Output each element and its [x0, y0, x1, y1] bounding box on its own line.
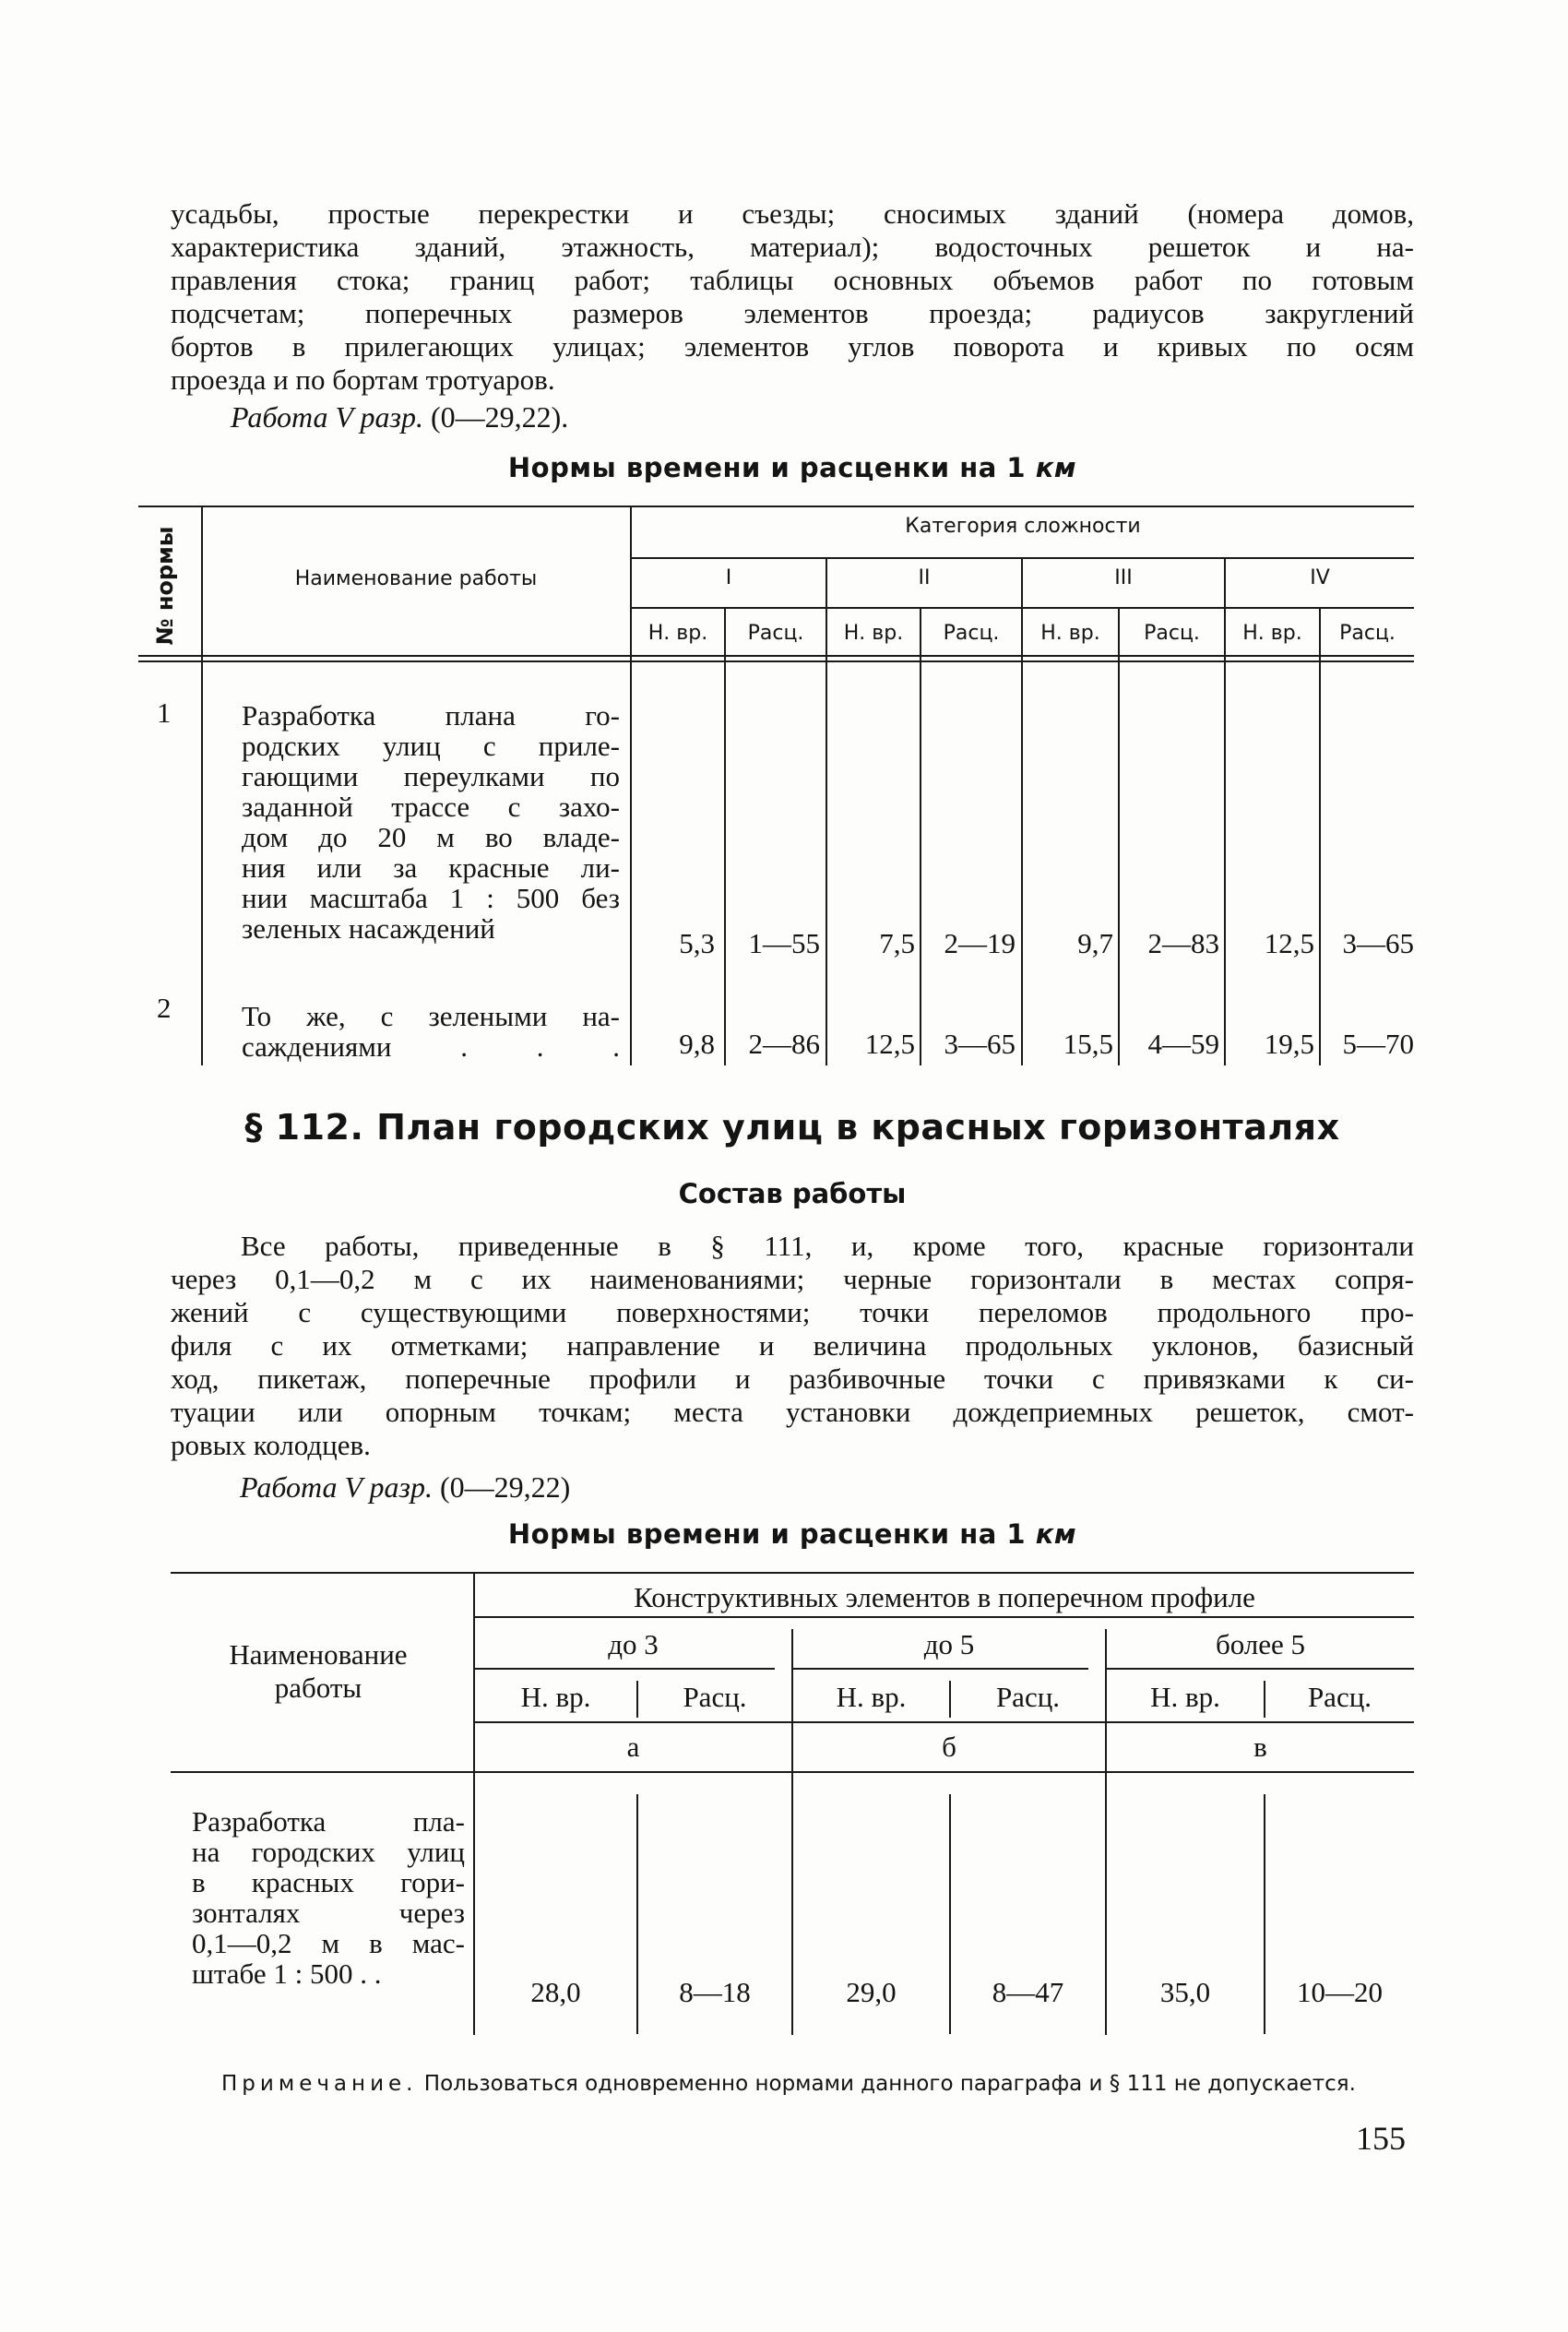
table1-cell: 12,5	[1264, 927, 1314, 959]
table2-sub-nvr: Н. вр.	[1150, 1681, 1220, 1713]
table1-row-name: Разработка плана го- родских улиц с приле- гающими переулками по заданной трассе с захо- дом до 20 м во владе- ния или за красные ли- нии масштаба 1 : 500 без зеленых насаждений	[242, 699, 620, 945]
intro-line: правления стока; границ работ; таблицы основных объемов работ по готовым	[171, 264, 1414, 296]
table2-group-up-to-3: до 3	[608, 1628, 659, 1660]
table2-caption-text: Нормы времени и расценки на 1	[507, 1518, 1027, 1550]
table2-column-letter: а	[626, 1731, 640, 1763]
table1-cell: 9,7	[1077, 927, 1113, 959]
table1-sub-nvr: Н. вр.	[1242, 622, 1302, 645]
table1-category-IV: IV	[1310, 566, 1330, 589]
intro-line: проезда и по бортам тротуаров.	[171, 363, 555, 396]
table1-cell: 12,5	[864, 1028, 915, 1060]
table2-group-over-5: более 5	[1215, 1628, 1306, 1660]
table2-group-header: Конструктивных элементов в поперечном профиле	[634, 1581, 1255, 1613]
table1-cell: 5—70	[1342, 1028, 1414, 1060]
section-line: ровых колодцев.	[171, 1429, 371, 1461]
table1-sub-rasc: Расц.	[1144, 622, 1200, 645]
section-line: филя с их отметками; направление и величина продольных уклонов, базисный	[171, 1329, 1414, 1362]
footnote	[221, 2071, 1414, 2097]
table1-sub-rasc: Расц.	[1339, 622, 1396, 645]
table1-col-number-header: № нормы	[152, 526, 178, 646]
section-line: ход, пикетаж, поперечные профили и разбивочные точки с привязками к си-	[171, 1362, 1414, 1395]
intro-line: подсчетам; поперечных размеров элементов проезда; радиусов закруглений	[171, 297, 1414, 329]
table1-sub-nvr: Н. вр.	[843, 622, 904, 645]
table2-sub-rasc: Расц.	[1307, 1681, 1372, 1713]
table1-col-name-header: Наименование работы	[294, 567, 538, 590]
table1-cell: 2—86	[748, 1028, 820, 1060]
table1-category-I: I	[725, 566, 732, 589]
intro-line: усадьбы, простые перекрестки и съезды; сносимых зданий (номера домов,	[171, 197, 1414, 230]
table2-sub-nvr: Н. вр.	[836, 1681, 907, 1713]
table1-cell: 1—55	[748, 927, 820, 959]
work-grade-code: (0—29,22)	[439, 1470, 571, 1504]
footnote-lead: Примечание.	[221, 2072, 418, 2096]
table2-sub-nvr: Н. вр.	[520, 1681, 591, 1713]
intro-line: бортов в прилегающих улицах; элементов углов поворота и кривых по осям	[171, 330, 1414, 363]
table1-row-number: 1	[157, 696, 172, 729]
table1-sub-rasc: Расц.	[943, 622, 1000, 645]
table2-caption-unit: км	[1035, 1518, 1077, 1550]
table1-cell: 19,5	[1264, 1028, 1314, 1060]
page-number: 155	[1356, 2120, 1406, 2157]
work-grade-label: Работа V разр.	[231, 400, 423, 434]
table2-sub-rasc: Расц.	[683, 1681, 747, 1713]
table2-column-letter: б	[942, 1731, 956, 1763]
table1-cell: 2—83	[1147, 927, 1219, 959]
section-line: через 0,1—0,2 м с их наименованиями; черные горизонтали в местах сопря-	[171, 1263, 1414, 1295]
work-grade-code: (0—29,22).	[430, 400, 569, 434]
section-line: жений с существующими поверхностями; точки переломов продольного про-	[171, 1296, 1414, 1328]
table2-column-letter: в	[1253, 1731, 1267, 1763]
table1-cell: 3—65	[1342, 927, 1414, 959]
table1-sub-rasc: Расц.	[747, 622, 804, 645]
table2-cell: 8—18	[679, 1976, 751, 2008]
table2-sub-rasc: Расц.	[995, 1681, 1061, 1713]
section-line: Все работы, приведенные в § 111, и, кроме того, красные горизонтали	[241, 1230, 1414, 1262]
table2-cell: 28,0	[530, 1976, 581, 2008]
table1-caption-text: Нормы времени и расценки на 1	[507, 452, 1027, 483]
table2-group-up-to-5: до 5	[923, 1628, 975, 1660]
table1-cell: 2—19	[944, 927, 1016, 959]
table2-cell: 29,0	[846, 1976, 897, 2008]
table2-col-name-header: Наименование работы	[229, 1638, 408, 1704]
table1-caption-unit: км	[1035, 452, 1077, 483]
table1-cell: 3—65	[944, 1028, 1016, 1060]
table1-cell: 15,5	[1063, 1028, 1113, 1060]
table1-category-II: II	[918, 566, 931, 589]
table2-cell: 8—47	[992, 1976, 1064, 2008]
table1-sub-nvr: Н. вр.	[647, 622, 708, 645]
table2-cell: 10—20	[1297, 1976, 1383, 2008]
table1-group-header: Категория сложности	[905, 515, 1141, 538]
table1-cell: 9,8	[679, 1028, 715, 1060]
table1-cell: 5,3	[679, 927, 715, 959]
work-grade-label: Работа V разр.	[240, 1470, 433, 1504]
table1-row-name: То же, с зелеными на- саждениями . . .	[242, 1000, 620, 1063]
table1-sub-nvr: Н. вр.	[1040, 622, 1100, 645]
footnote-text: Пользоваться одновременно нормами данного параграфа и § 111 не допускается.	[423, 2072, 1356, 2096]
table1-cell: 7,5	[879, 927, 915, 959]
table1-row-number: 2	[157, 992, 172, 1024]
section-title: § 112. План городских улиц в красных горизонталях	[244, 1107, 1340, 1148]
section-line: туации или опорным точкам; места установки дождеприемных решеток, смот-	[171, 1396, 1414, 1428]
table1-cell: 4—59	[1147, 1028, 1219, 1060]
section-subtitle: Состав работы	[678, 1178, 907, 1209]
table2-cell: 35,0	[1159, 1976, 1211, 2008]
intro-line: характеристика зданий, этажность, материал); водосточных решеток и на-	[171, 231, 1414, 263]
table1-category-III: III	[1114, 566, 1133, 589]
table2-row-name: Разработка пла- на городских улиц в красных гори- зонталях через 0,1—0,2 м в мас- штабе 1 : 500 . .	[192, 1805, 465, 1990]
